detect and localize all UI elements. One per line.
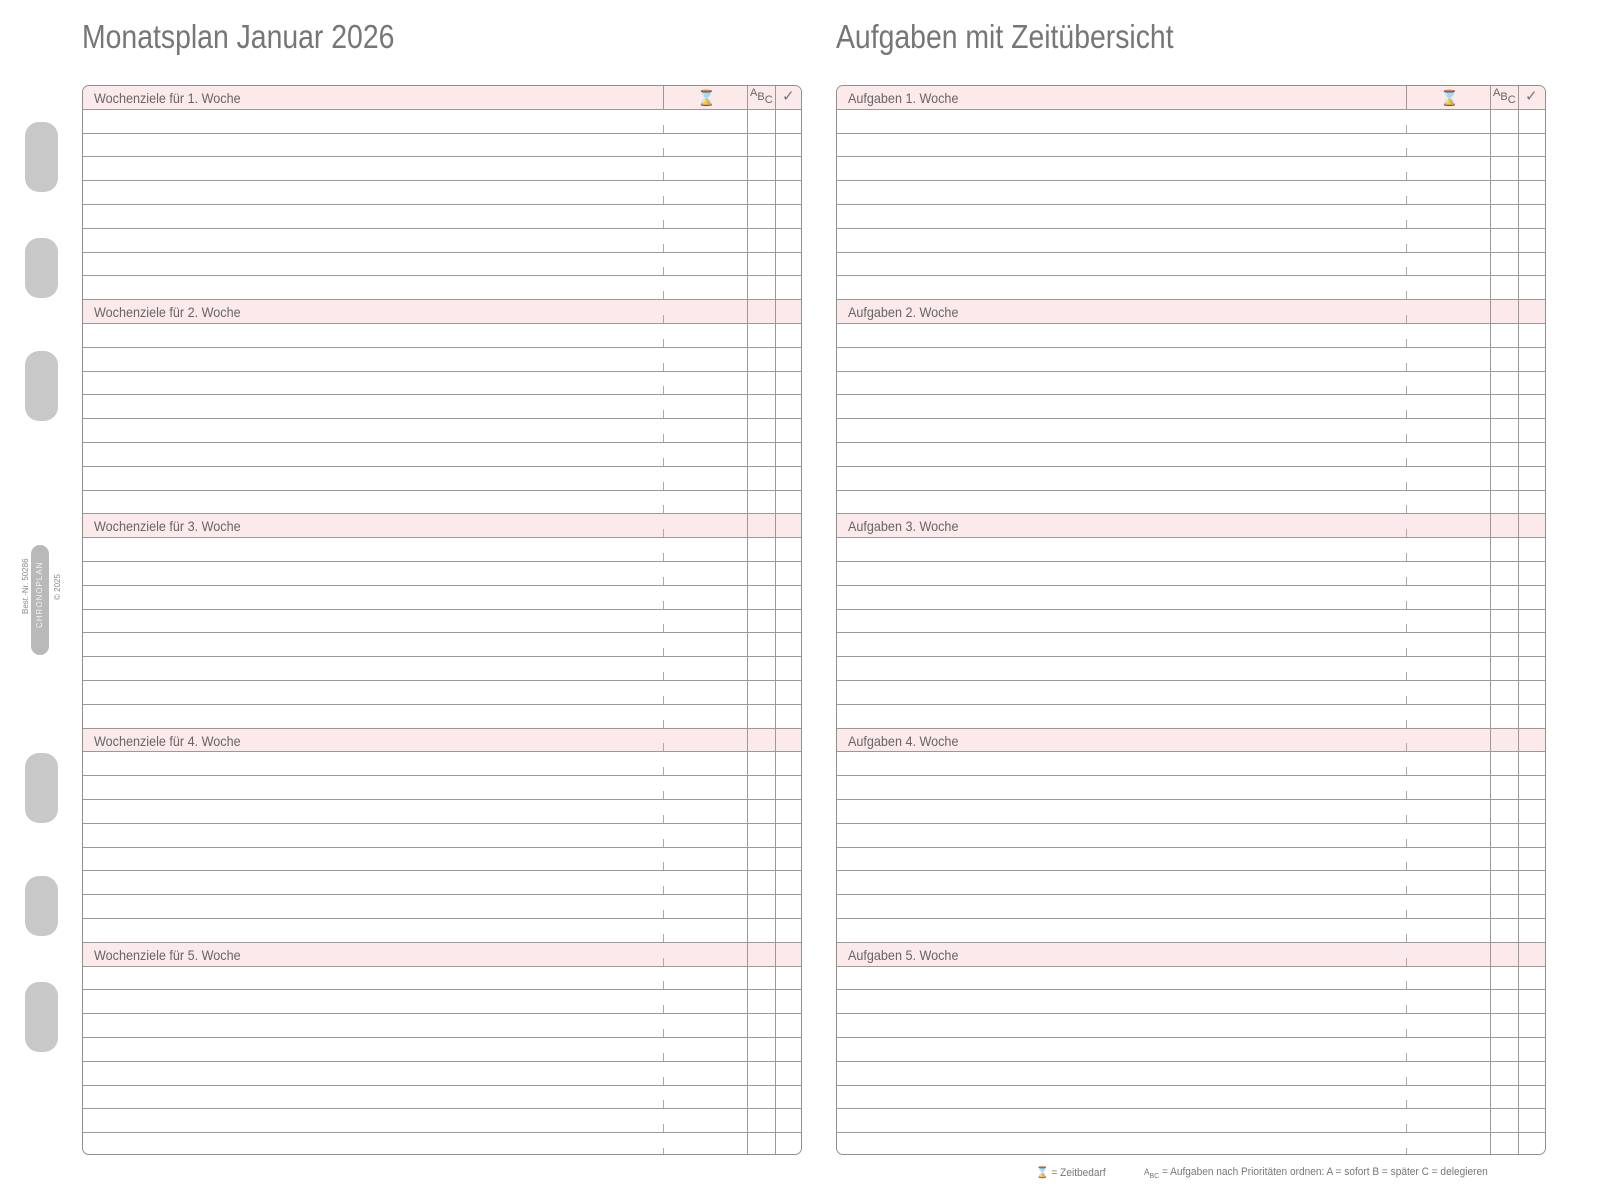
time-column-tick [663,839,664,847]
writing-line[interactable] [83,443,801,467]
time-column-tick [1406,244,1407,252]
writing-line[interactable] [83,633,801,657]
writing-line[interactable] [837,324,1545,348]
time-column-tick [663,529,664,537]
left-page-title: Monatsplan Januar 2026 [82,18,395,55]
time-column-tick [1406,505,1407,513]
writing-line[interactable] [837,633,1545,657]
time-column-tick [663,267,664,275]
time-column-tick [663,743,664,751]
writing-line[interactable] [837,919,1545,943]
section-label: Wochenziele für 3. Woche [94,518,241,535]
writing-line[interactable] [837,395,1545,419]
section-label: Aufgaben 4. Woche [848,732,959,749]
time-column-tick [1406,934,1407,942]
writing-line[interactable] [83,467,801,491]
section-header [837,729,1545,753]
section-header [837,514,1545,538]
section-header [83,300,801,324]
writing-line[interactable] [83,824,801,848]
time-column-tick [1406,1053,1407,1061]
writing-line[interactable] [837,276,1545,300]
time-column-tick [663,815,664,823]
writing-line[interactable] [83,776,801,800]
time-column-tick [663,148,664,156]
time-column-tick [1406,339,1407,347]
time-column-tick [663,291,664,299]
priority-abc-icon: ABC [750,87,773,106]
time-column-tick [663,1029,664,1037]
time-column-tick [663,648,664,656]
section-label: Aufgaben 3. Woche [848,518,959,535]
writing-line[interactable] [83,395,801,419]
writing-line[interactable] [837,848,1545,872]
writing-line[interactable] [837,824,1545,848]
time-column-tick [1406,458,1407,466]
time-column-tick [663,482,664,490]
writing-line[interactable] [83,1062,801,1086]
writing-line[interactable] [837,134,1545,158]
time-legend: ⌛ = Zeitbedarf [1036,1167,1106,1179]
time-column-tick [663,410,664,418]
time-column-tick [1406,315,1407,323]
time-column-tick [663,601,664,609]
writing-line[interactable] [837,1133,1545,1155]
time-column-tick [1406,720,1407,728]
time-column-tick [663,1100,664,1108]
time-column-tick [663,315,664,323]
time-column-tick [663,767,664,775]
writing-line[interactable] [837,562,1545,586]
time-column-tick [663,624,664,632]
time-column-tick [1406,648,1407,656]
writing-line[interactable] [83,538,801,562]
time-column-tick [1406,624,1407,632]
section-label: Wochenziele für 5. Woche [94,946,241,963]
section-header [837,943,1545,967]
writing-line[interactable] [83,134,801,158]
section-header [83,514,801,538]
time-column-tick [1406,529,1407,537]
time-column-tick [663,196,664,204]
time-column-tick [1406,1029,1407,1037]
writing-line[interactable] [83,1014,801,1038]
writing-line[interactable] [837,967,1545,991]
time-column-tick [663,244,664,252]
time-column-tick [663,434,664,442]
writing-line[interactable] [837,372,1545,396]
writing-line[interactable] [83,1109,801,1133]
writing-line[interactable] [837,1109,1545,1133]
time-column-tick [663,862,664,870]
time-column-tick [663,458,664,466]
writing-line[interactable] [83,610,801,634]
time-column-tick [663,125,664,133]
done-column-divider [775,86,776,1154]
priority-abc-icon: ABC [1493,87,1516,106]
time-column-tick [1406,125,1407,133]
time-column-divider [663,86,664,110]
writing-line[interactable] [83,253,801,277]
time-column-tick [1406,839,1407,847]
time-column-tick [663,1124,664,1132]
writing-line[interactable] [837,253,1545,277]
right-page-title: Aufgaben mit Zeitübersicht [836,18,1174,55]
time-column-tick [663,363,664,371]
writing-line[interactable] [837,467,1545,491]
time-column-tick [663,910,664,918]
writing-line[interactable] [837,443,1545,467]
writing-line[interactable] [83,919,801,943]
time-column-tick [1406,886,1407,894]
writing-line[interactable] [837,610,1545,634]
section-header [837,86,1545,110]
binder-hole [25,982,58,1052]
writing-line[interactable] [83,1133,801,1155]
writing-line[interactable] [83,491,801,515]
writing-line[interactable] [83,752,801,776]
section-label: Wochenziele für 1. Woche [94,90,241,106]
time-column-tick [663,577,664,585]
binder-hole [25,122,58,192]
weekly-tasks-table [836,85,1546,1155]
section-label: Aufgaben 2. Woche [848,304,959,321]
writing-line[interactable] [83,967,801,991]
section-label: Aufgaben 5. Woche [848,946,959,963]
time-column-tick [1406,981,1407,989]
priority-column-divider [1490,86,1491,1154]
time-column-tick [663,791,664,799]
time-column-tick [663,386,664,394]
writing-line[interactable] [837,776,1545,800]
time-column-tick [1406,815,1407,823]
section-header [83,86,801,110]
writing-line[interactable] [83,705,801,729]
weekly-goals-table [82,85,802,1155]
writing-line[interactable] [83,157,801,181]
time-column-tick [1406,1005,1407,1013]
time-column-tick [1406,267,1407,275]
writing-line[interactable] [83,419,801,443]
time-column-tick [663,886,664,894]
time-column-tick [663,1005,664,1013]
writing-line[interactable] [837,181,1545,205]
time-column-tick [1406,862,1407,870]
writing-line[interactable] [83,372,801,396]
writing-line[interactable] [83,181,801,205]
time-column-tick [1406,1148,1407,1155]
time-column-tick [1406,482,1407,490]
section-header [83,729,801,753]
writing-line[interactable] [837,705,1545,729]
writing-line[interactable] [83,276,801,300]
writing-line[interactable] [837,752,1545,776]
brand-name: CHRONOPLAN [35,561,44,628]
writing-line[interactable] [837,229,1545,253]
time-column-tick [663,934,664,942]
writing-line[interactable] [837,657,1545,681]
time-column-tick [1406,672,1407,680]
writing-line[interactable] [83,229,801,253]
writing-line[interactable] [837,871,1545,895]
time-column-tick [1406,196,1407,204]
binder-hole [25,753,58,823]
time-column-tick [663,553,664,561]
writing-line[interactable] [837,157,1545,181]
time-column-tick [663,1148,664,1155]
time-column-tick [1406,791,1407,799]
writing-line[interactable] [83,324,801,348]
writing-line[interactable] [837,990,1545,1014]
time-column-tick [663,220,664,228]
section-header [837,300,1545,324]
time-column-tick [663,505,664,513]
binder-hole [25,238,58,298]
writing-line[interactable] [837,419,1545,443]
writing-line[interactable] [83,110,801,134]
time-column-tick [1406,363,1407,371]
checkmark-icon: ✓ [1525,88,1538,105]
writing-line[interactable] [837,1038,1545,1062]
time-column-tick [1406,291,1407,299]
writing-line[interactable] [83,895,801,919]
writing-line[interactable] [83,1086,801,1110]
time-column-tick [663,696,664,704]
order-number: Best.-Nr. 50286 [21,558,30,614]
writing-line[interactable] [837,1014,1545,1038]
abc-icon: $A_{BC}$ [1144,1167,1160,1180]
writing-line[interactable] [837,895,1545,919]
writing-line[interactable] [83,205,801,229]
time-column-tick [663,672,664,680]
priority-legend: $A_{BC}$ = Aufgaben nach Prioritäten ordnen: A = sofort B = später C = delegieren [1144,1166,1488,1180]
writing-line[interactable] [83,586,801,610]
time-column-tick [1406,577,1407,585]
writing-line[interactable] [83,348,801,372]
time-column-tick [1406,220,1407,228]
hourglass-icon: ⌛ [1036,1167,1049,1179]
writing-line[interactable] [837,205,1545,229]
writing-line[interactable] [83,681,801,705]
time-column-tick [1406,172,1407,180]
time-column-tick [1406,434,1407,442]
binder-hole [25,876,58,936]
time-column-tick [663,1053,664,1061]
writing-line[interactable] [837,800,1545,824]
hourglass-icon: ⌛ [697,90,716,107]
copyright: © 2025 [53,574,62,600]
writing-line[interactable] [83,871,801,895]
time-column-tick [663,339,664,347]
time-column-tick [663,1077,664,1085]
section-label: Wochenziele für 4. Woche [94,732,241,749]
writing-line[interactable] [83,1038,801,1062]
binder-hole [25,351,58,421]
writing-line[interactable] [837,538,1545,562]
priority-column-divider [747,86,748,1154]
writing-line[interactable] [83,990,801,1014]
writing-line[interactable] [83,562,801,586]
time-column-tick [1406,743,1407,751]
hourglass-icon: ⌛ [1440,90,1459,107]
time-column-tick [663,172,664,180]
time-column-tick [663,981,664,989]
time-column-divider [1406,86,1407,110]
writing-line[interactable] [837,491,1545,515]
time-column-tick [1406,1124,1407,1132]
writing-line[interactable] [837,586,1545,610]
section-label: Wochenziele für 2. Woche [94,304,241,321]
time-column-tick [1406,958,1407,966]
time-column-tick [1406,696,1407,704]
time-column-tick [1406,553,1407,561]
done-column-divider [1518,86,1519,1154]
section-header [83,943,801,967]
time-column-tick [1406,767,1407,775]
time-column-tick [1406,601,1407,609]
writing-line[interactable] [837,348,1545,372]
time-column-tick [1406,386,1407,394]
time-column-tick [1406,410,1407,418]
writing-line[interactable] [837,1062,1545,1086]
time-column-tick [663,958,664,966]
time-column-tick [1406,1100,1407,1108]
time-column-tick [1406,148,1407,156]
checkmark-icon: ✓ [782,88,795,105]
time-column-tick [1406,910,1407,918]
time-column-tick [1406,1077,1407,1085]
writing-line[interactable] [837,681,1545,705]
writing-line[interactable] [83,800,801,824]
time-column-tick [663,720,664,728]
writing-line[interactable] [837,110,1545,134]
section-label: Aufgaben 1. Woche [848,90,959,106]
writing-line[interactable] [83,848,801,872]
writing-line[interactable] [837,1086,1545,1110]
writing-line[interactable] [83,657,801,681]
